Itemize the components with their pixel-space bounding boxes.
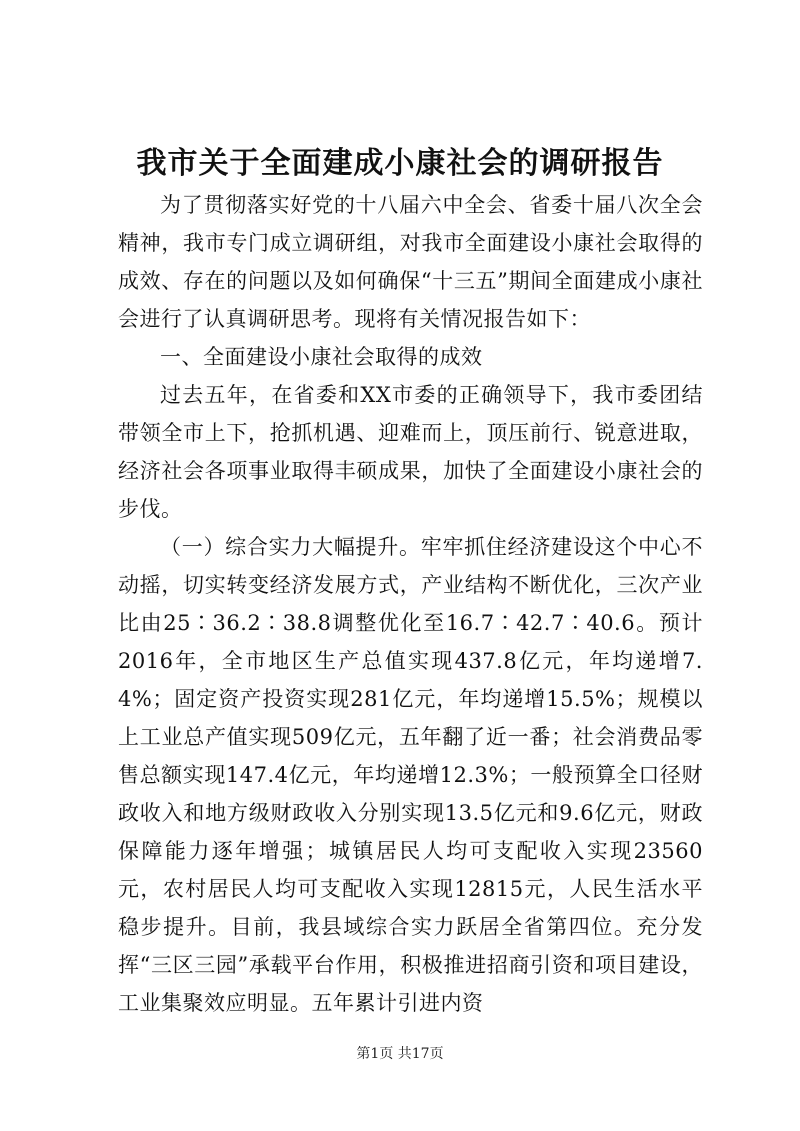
page-number-label: 第1页 共17页 [356,1046,444,1062]
paragraph-economic-strength: （一）综合实力大幅提升。牢牢抓住经济建设这个中心不动摇，切实转变经济发展方式，产业结构不断优化，三次产业比由25∶36.2∶38.8调整优化至16.7∶42.7∶40.6。预计2016年，全市地区生产总值实现437.8亿元，年均递增7.4%；固定资产投资实现281亿元，年均递增15.5%；规模以上工业总产值实现509亿元，五年翻了近一番；社会消费品零售总额实现147.4亿元，年均递增12.3%；一般预算全口径财政收入和地方级财政收入分别实现13.5亿元和9.6亿元，财政保障能力逐年增强；城镇居民人均可支配收入实现23560元，农村居民人均可支配收入实现12815元，人民生活水平稳步提升。目前，我县域综合实力跃居全省第四位。充分发挥“三区三园”承载平台作用，积极推进招商引资和项目建设，工业集聚效应明显。五年累计引进内资 [118,535,703,1015]
paragraph-intro: 为了贯彻落实好党的十八届六中全会、省委十届八次全会精神，我市专门成立调研组，对我市全面建设小康社会取得的成效、存在的问题以及如何确保“十三五”期间全面建成小康社会进行了认真调研思考。现将有关情况报告如下： [118,193,703,331]
document-title: 我市关于全面建成小康社会的调研报告 [136,146,664,181]
section-heading-achievements: 一、全面建设小康社会取得的成效 [160,345,483,369]
paragraph-overview: 过去五年，在省委和XX市委的正确领导下，我市委团结带领全市上下，抢抓机遇、迎难而上，顶压前行、锐意进取，经济社会各项事业取得丰硕成果，加快了全面建设小康社会的步伐。 [118,383,703,521]
page-footer [0,1043,800,1063]
document-body [118,186,703,1022]
